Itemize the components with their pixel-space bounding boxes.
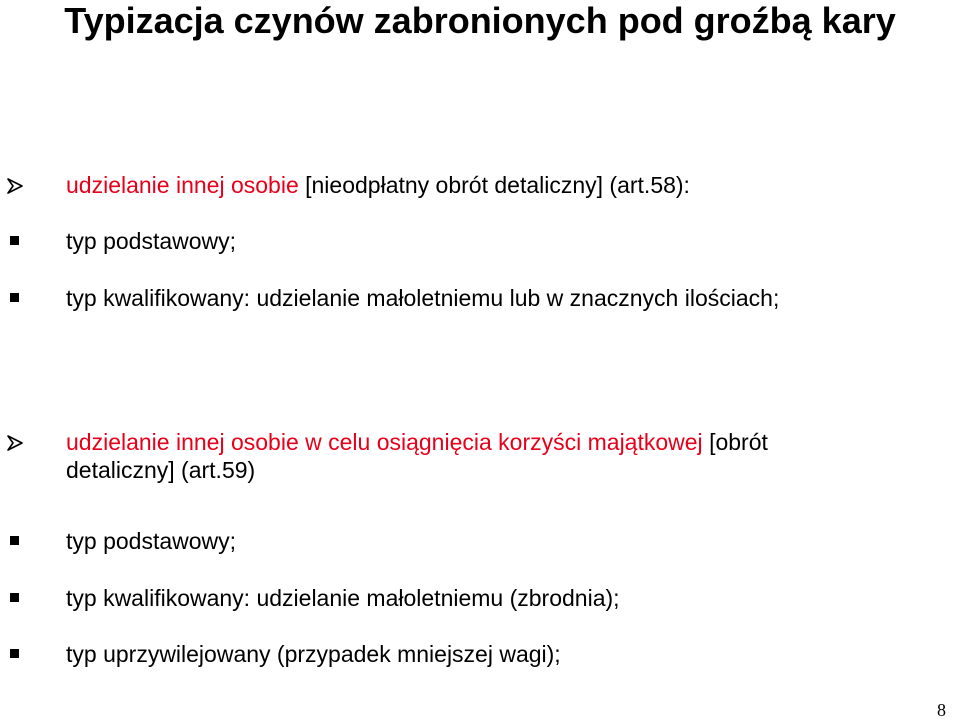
page-number: 8: [937, 700, 946, 720]
item-text-red: udzielanie innej osobie: [66, 172, 306, 198]
item-text: typ podstawowy;: [66, 528, 237, 554]
square-bullet-icon: [6, 584, 26, 612]
slide-title: Typizacja czynów zabronionych pod groźbą kary: [64, 0, 896, 41]
item-text: [66, 171, 946, 199]
item-text: typ podstawowy;: [66, 228, 237, 254]
arrow-bullet-icon: [6, 428, 26, 456]
square-bullet-icon: [6, 640, 26, 668]
item-text: [66, 428, 866, 484]
square-bullet-icon: [6, 227, 26, 255]
item-text: typ kwalifikowany: udzielanie małoletniemu lub w znacznych ilościach;: [66, 285, 780, 311]
item-text-red: udzielanie innej osobie w celu osiągnięcia korzyści majątkowej: [66, 429, 710, 455]
item-text-black: [obrót detaliczny] (art.59): [66, 429, 768, 483]
item-text: typ kwalifikowany: udzielanie małoletniemu (zbrodnia);: [66, 585, 620, 611]
square-bullet-icon: [6, 284, 26, 312]
item-text: typ uprzywilejowany (przypadek mniejszej wagi);: [66, 641, 561, 667]
arrow-bullet-icon: [6, 171, 26, 199]
item-text-black: [nieodpłatny obrót detaliczny] (art.58):: [305, 172, 690, 198]
square-bullet-icon: [6, 527, 26, 555]
